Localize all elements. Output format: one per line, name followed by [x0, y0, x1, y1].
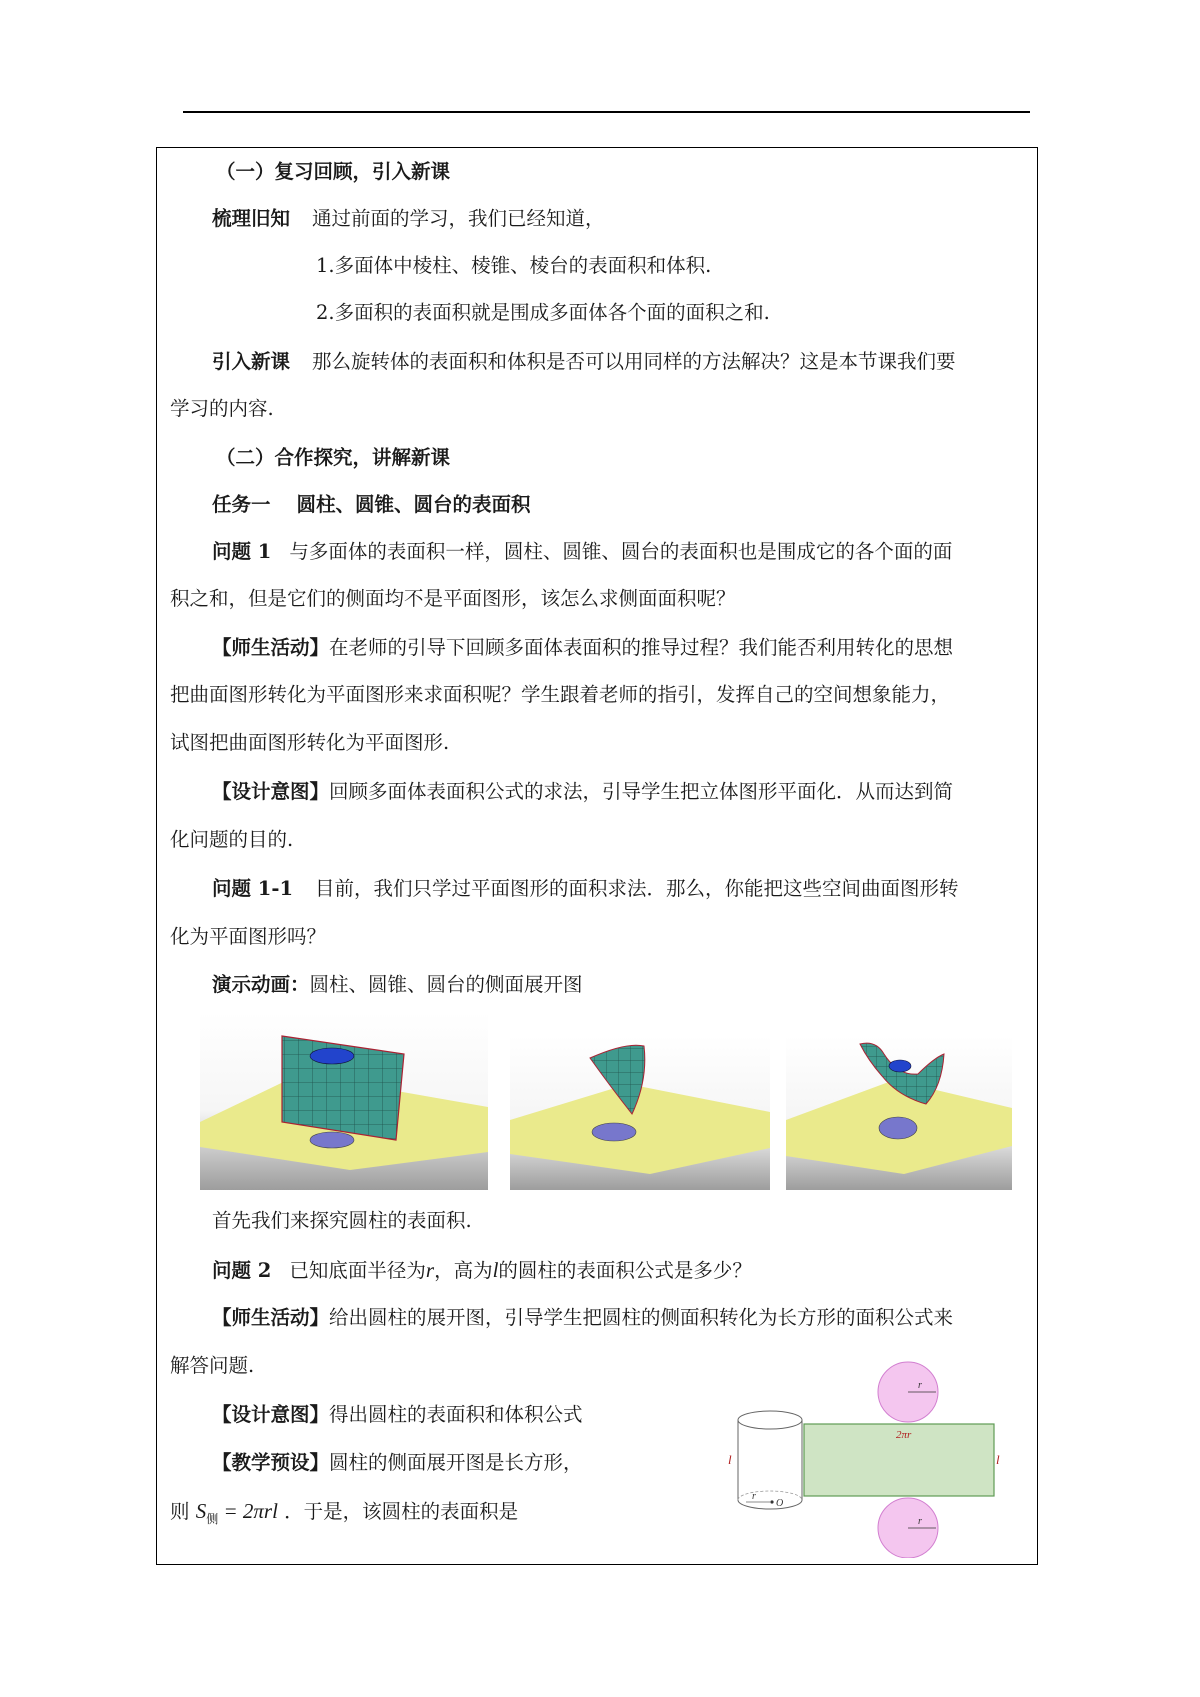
intent1-line-2: 化问题的目的. [170, 828, 294, 851]
newlesson-label: 引入新课 [212, 350, 291, 373]
task1-label: 任务一 [212, 493, 271, 516]
header-rule [183, 111, 1030, 113]
newlesson-line-2: 学习的内容. [170, 397, 274, 420]
act1-line-1: 【师生活动】在老师的引导下回顾多面体表面积的推导过程？我们能否利用转化的思想 [212, 636, 954, 659]
q1-label: 问题 1 [212, 540, 272, 563]
section-heading-2: （二）合作探究，讲解新课 [216, 446, 451, 469]
first-explore-line: 首先我们来探究圆柱的表面积. [212, 1209, 472, 1232]
formula-subscript: 侧 [206, 1512, 219, 1526]
review-label: 梳理旧知 [212, 207, 291, 230]
label-2pi-r: 2πr [896, 1429, 912, 1441]
label-l-left: l [728, 1452, 732, 1467]
q2-r-symbol: r [425, 1258, 435, 1282]
act2-label: 【师生活动】 [212, 1306, 330, 1329]
label-r-bottom: r [918, 1516, 922, 1527]
intent2-line: 【设计意图】得出圆柱的表面积和体积公式 [212, 1403, 583, 1426]
formula-line: 则 $S_侧 = 2\pi rl$ ．于是，该圆柱的表面积是 [170, 1499, 519, 1526]
frustum-unfold-image [786, 1036, 1012, 1190]
cylinder-net-diagram [728, 1358, 1000, 1558]
newlesson-line-1: 引入新课 那么旋转体的表面积和体积是否可以用同样的方法解决？这是本节课我们要 [212, 350, 956, 373]
label-O: O [776, 1498, 784, 1509]
label-l-right: l [996, 1452, 1000, 1467]
cone-unfold-image [510, 1036, 770, 1190]
q2-label: 问题 2 [212, 1259, 272, 1282]
q11-line-2: 化为平面图形吗？ [170, 925, 327, 948]
intent1-label: 【设计意图】 [212, 780, 330, 803]
review-intro: 通过前面的学习，我们已经知道， [312, 207, 605, 230]
q2-l-symbol: l [492, 1258, 499, 1282]
formula-S-symbol: S [195, 1499, 207, 1523]
review-item-2: 2.多面积的表面积就是围成多面体各个面的面积之和. [316, 301, 770, 324]
act2-line-1: 【师生活动】给出圆柱的展开图，引导学生把圆柱的侧面积转化为长方形的面积公式来 [212, 1306, 954, 1329]
task1-title: 圆柱、圆锥、圆台的表面积 [296, 493, 531, 516]
q11-label: 问题 1-1 [212, 877, 294, 900]
preset-line: 【教学预设】圆柱的侧面展开图是长方形， [212, 1451, 583, 1474]
q1-line-1: 问题 1 与多面体的表面积一样，圆柱、圆锥、圆台的表面积也是围成它的各个面的面 [212, 540, 953, 563]
cylinder-figure [738, 1411, 802, 1509]
review-paragraph [212, 207, 605, 231]
q11-line-1: 问题 1-1 目前，我们只学过平面图形的面积求法．那么，你能把这些空间曲面图形转 [212, 877, 959, 900]
demo-line: 演示动画：圆柱、圆锥、圆台的侧面展开图 [212, 973, 583, 996]
label-r-top: r [918, 1380, 922, 1391]
act2-line-2: 解答问题. [170, 1354, 255, 1377]
section-heading-1: （一）复习回顾，引入新课 [216, 160, 451, 183]
act1-label: 【师生活动】 [212, 636, 330, 659]
q2-line: 问题 2 已知底面半径为r，高为l的圆柱的表面积公式是多少？ [212, 1258, 752, 1282]
cylinder-unfold-image [200, 1012, 488, 1190]
intent2-label: 【设计意图】 [212, 1403, 330, 1426]
act1-line-3: 试图把曲面图形转化为平面图形. [170, 731, 450, 754]
act1-line-2: 把曲面图形转化为平面图形来求面积呢？学生跟着老师的指引，发挥自己的空间想象能力， [170, 683, 951, 706]
formula-expression: = 2πrl [218, 1499, 278, 1523]
demo-label: 演示动画： [212, 973, 310, 996]
label-r-base: r [752, 1491, 756, 1502]
intent1-line-1: 【设计意图】回顾多面体表面积公式的求法，引导学生把立体图形平面化．从而达到简 [212, 780, 954, 803]
review-item-1: 1.多面体中棱柱、棱锥、棱台的表面积和体积. [316, 254, 712, 277]
task1-heading [212, 493, 531, 517]
preset-label: 【教学预设】 [212, 1451, 330, 1474]
q1-line-2: 积之和，但是它们的侧面均不是平面图形，该怎么求侧面面积呢？ [170, 587, 736, 610]
